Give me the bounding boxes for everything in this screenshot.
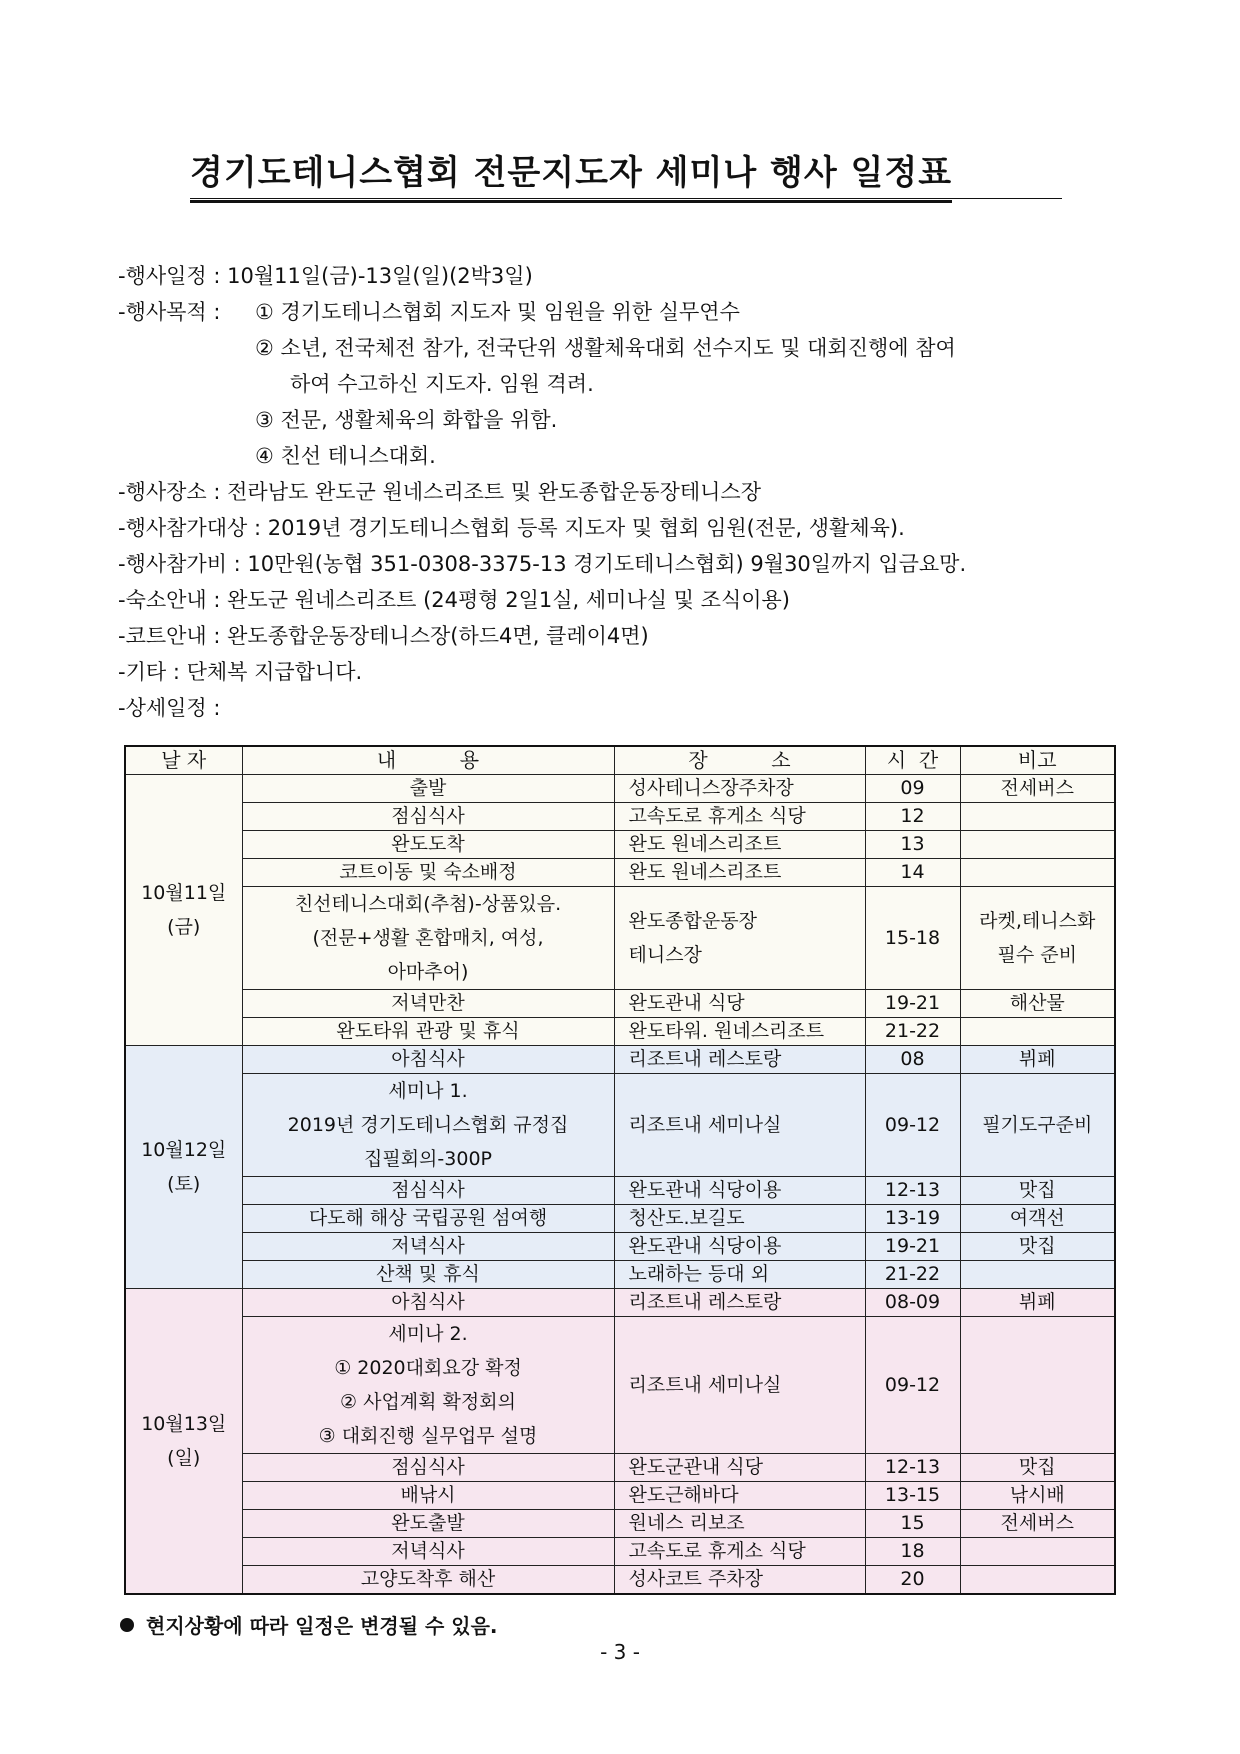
bullet-icon: [120, 1618, 134, 1632]
note-cell: 뷔페: [960, 1046, 1115, 1074]
info-purpose-3: ③ 전문, 생활체육의 화합을 위함.: [255, 408, 558, 432]
place-cell: 노래하는 등대 외: [614, 1261, 865, 1289]
content-cell-line: 친선테니스대회(추첨)-상품있음.: [294, 893, 562, 915]
note-cell: [960, 1018, 1115, 1046]
table-row: [125, 1233, 1115, 1261]
header-time: 시 간: [865, 746, 960, 775]
schedule-table: [124, 745, 1116, 1595]
note-cell: 여객선: [960, 1205, 1115, 1233]
note-cell: [960, 1566, 1115, 1595]
time-cell: 15: [865, 1510, 960, 1538]
content-cell: 아침식사: [242, 1046, 614, 1074]
date-cell: [125, 1046, 242, 1289]
info-purpose-1: ① 경기도테니스협회 지도자 및 임원을 위한 실무연수: [255, 300, 740, 324]
info-detail: -상세일정 :: [118, 696, 221, 720]
info-purpose-2b: 하여 수고하신 지도자. 임원 격려.: [290, 372, 594, 396]
content-cell: 점심식사: [242, 803, 614, 831]
time-cell: 19-21: [865, 1233, 960, 1261]
table-row: [125, 1538, 1115, 1566]
table-row: [125, 1018, 1115, 1046]
table-row: [125, 1566, 1115, 1595]
place-cell: 리조트내 세미나실: [614, 1074, 865, 1177]
content-cell-line: 세미나 1.: [388, 1080, 468, 1102]
header-place: 장 소: [614, 746, 865, 775]
place-cell: 성사코트 주차장: [614, 1566, 865, 1595]
note-cell: [960, 859, 1115, 887]
time-cell: 12-13: [865, 1177, 960, 1205]
place-cell-line: 테니스장: [628, 944, 702, 966]
content-cell: 배낚시: [242, 1482, 614, 1510]
note-cell: 맛집: [960, 1454, 1115, 1482]
page-number: - 3 -: [600, 1640, 640, 1664]
time-cell: 15-18: [865, 887, 960, 990]
content-cell: 완도출발: [242, 1510, 614, 1538]
info-purpose-2a-row: [118, 330, 966, 366]
note-cell-line: 필수 준비: [997, 944, 1077, 966]
place-cell: 완도관내 식당: [614, 990, 865, 1018]
time-cell: 13-15: [865, 1482, 960, 1510]
time-cell: 13-19: [865, 1205, 960, 1233]
content-cell: 코트이동 및 숙소배정: [242, 859, 614, 887]
content-cell: 출발: [242, 775, 614, 803]
place-cell: 완도군관내 식당: [614, 1454, 865, 1482]
content-cell: 산책 및 휴식: [242, 1261, 614, 1289]
place-cell: 성사테니스장주차장: [614, 775, 865, 803]
note-cell-line: 라켓,테니스화: [979, 910, 1096, 932]
table-row: [125, 1454, 1115, 1482]
info-court: -코트안내 : 완도종합운동장테니스장(하드4면, 클레이4면): [118, 624, 649, 648]
title-underline: [190, 198, 1062, 199]
content-cell: [242, 1317, 614, 1454]
content-cell: 고양도착후 해산: [242, 1566, 614, 1595]
content-cell-line: ③ 대회진행 실무업무 설명: [318, 1425, 538, 1447]
table-row: [125, 1205, 1115, 1233]
place-cell: 청산도.보길도: [614, 1205, 865, 1233]
header-note: 비고: [960, 746, 1115, 775]
content-cell-line: 2019년 경기도테니스협회 규정집: [287, 1114, 569, 1136]
place-cell: 완도타워. 원네스리조트: [614, 1018, 865, 1046]
table-row: [125, 859, 1115, 887]
weekday-label: (금): [167, 916, 201, 938]
place-cell: 원네스 리보조: [614, 1510, 865, 1538]
note-cell: 맛집: [960, 1233, 1115, 1261]
place-cell: 고속도로 휴게소 식당: [614, 803, 865, 831]
content-cell: 다도해 해상 국립공원 섬여행: [242, 1205, 614, 1233]
header-content: 내 용: [242, 746, 614, 775]
note-cell: 맛집: [960, 1177, 1115, 1205]
place-cell: 완도관내 식당이용: [614, 1177, 865, 1205]
note-cell: 낚시배: [960, 1482, 1115, 1510]
table-header-row: [125, 746, 1115, 775]
content-cell-line: 집필회의-300P: [364, 1148, 492, 1170]
table-row: [125, 1074, 1115, 1177]
time-cell: 09-12: [865, 1317, 960, 1454]
note-cell: [960, 1538, 1115, 1566]
info-purpose-label: -행사목적 :: [118, 300, 221, 324]
info-schedule: -행사일정 : 10월11일(금)-13일(일)(2박3일): [118, 264, 533, 288]
place-cell: 리조트내 레스토랑: [614, 1289, 865, 1317]
content-cell: 저녁만찬: [242, 990, 614, 1018]
info-purpose-4-row: [118, 438, 966, 474]
content-cell: 완도타워 관광 및 휴식: [242, 1018, 614, 1046]
table-row: [125, 1510, 1115, 1538]
place-cell: 완도근해바다: [614, 1482, 865, 1510]
page-title: 경기도테니스협회 전문지도자 세미나 행사 일정표: [190, 145, 952, 203]
table-row: [125, 1482, 1115, 1510]
table-row: [125, 831, 1115, 859]
info-purpose-2b-row: [118, 366, 966, 402]
date-label: 10월11일: [141, 882, 227, 904]
time-cell: 20: [865, 1566, 960, 1595]
table-row: [125, 887, 1115, 990]
table-row: [125, 775, 1115, 803]
time-cell: 08-09: [865, 1289, 960, 1317]
content-cell-line: 아마추어): [387, 961, 469, 983]
note-cell: [960, 887, 1115, 990]
time-cell: 13: [865, 831, 960, 859]
table-row: [125, 1177, 1115, 1205]
table-row: [125, 803, 1115, 831]
place-cell: 리조트내 세미나실: [614, 1317, 865, 1454]
info-etc: -기타 : 단체복 지급합니다.: [118, 660, 363, 684]
header-date: 날 자: [125, 746, 242, 775]
place-cell: [614, 887, 865, 990]
note-cell: [960, 1317, 1115, 1454]
info-purpose-2a: ② 소년, 전국체전 참가, 전국단위 생활체육대회 선수지도 및 대회진행에 참여: [255, 336, 956, 360]
content-cell-line: 세미나 2.: [388, 1323, 468, 1345]
time-cell: 09-12: [865, 1074, 960, 1177]
place-cell: 완도 원네스리조트: [614, 831, 865, 859]
note-cell: [960, 1261, 1115, 1289]
note-cell: 필기도구준비: [960, 1074, 1115, 1177]
info-purpose: [118, 294, 966, 330]
content-cell: 점심식사: [242, 1177, 614, 1205]
note-cell: 전세버스: [960, 1510, 1115, 1538]
note-cell: [960, 803, 1115, 831]
content-cell: 아침식사: [242, 1289, 614, 1317]
time-cell: 12: [865, 803, 960, 831]
content-cell-line: (전문+생활 혼합매치, 여성,: [312, 927, 544, 949]
note-cell: 뷔페: [960, 1289, 1115, 1317]
time-cell: 12-13: [865, 1454, 960, 1482]
content-cell: [242, 887, 614, 990]
info-venue: -행사장소 : 전라남도 완도군 원네스리조트 및 완도종합운동장테니스장: [118, 480, 761, 504]
content-cell: [242, 1074, 614, 1177]
time-cell: 19-21: [865, 990, 960, 1018]
time-cell: 21-22: [865, 1018, 960, 1046]
content-cell: 저녁식사: [242, 1538, 614, 1566]
time-cell: 09: [865, 775, 960, 803]
place-cell: 완도 원네스리조트: [614, 859, 865, 887]
table-row: [125, 1317, 1115, 1454]
place-cell: 고속도로 휴게소 식당: [614, 1538, 865, 1566]
table-row: [125, 1046, 1115, 1074]
note-cell: 해산물: [960, 990, 1115, 1018]
footnote-text: 현지상황에 따라 일정은 변경될 수 있음.: [146, 1614, 498, 1638]
info-fee: -행사참가비 : 10만원(농협 351-0308-3375-13 경기도테니스협회) 9월30일까지 입금요망.: [118, 552, 967, 576]
event-info: [118, 258, 966, 726]
time-cell: 21-22: [865, 1261, 960, 1289]
note-cell: [960, 831, 1115, 859]
date-label: 10월13일: [141, 1413, 227, 1435]
content-cell: 완도도착: [242, 831, 614, 859]
content-cell: 점심식사: [242, 1454, 614, 1482]
footnote: [120, 1610, 498, 1639]
time-cell: 18: [865, 1538, 960, 1566]
table-row: [125, 990, 1115, 1018]
content-cell-line: ① 2020대회요강 확정: [334, 1357, 522, 1379]
table-row: [125, 1261, 1115, 1289]
date-cell: [125, 1289, 242, 1595]
info-lodging: -숙소안내 : 완도군 원네스리조트 (24평형 2일1실, 세미나실 및 조식이용): [118, 588, 790, 612]
info-purpose-3-row: [118, 402, 966, 438]
time-cell: 14: [865, 859, 960, 887]
note-cell: 전세버스: [960, 775, 1115, 803]
time-cell: 08: [865, 1046, 960, 1074]
place-cell-line: 완도종합운동장: [628, 910, 757, 932]
date-cell: [125, 775, 242, 1046]
place-cell: 리조트내 레스토랑: [614, 1046, 865, 1074]
info-participants: -행사참가대상 : 2019년 경기도테니스협회 등록 지도자 및 협회 임원(전문, 생활체육).: [118, 516, 905, 540]
place-cell: 완도관내 식당이용: [614, 1233, 865, 1261]
content-cell-line: ② 사업계획 확정회의: [340, 1391, 516, 1413]
table-row: [125, 1289, 1115, 1317]
weekday-label: (일): [167, 1447, 201, 1469]
weekday-label: (토): [167, 1173, 201, 1195]
info-purpose-4: ④ 친선 테니스대회.: [255, 444, 436, 468]
content-cell: 저녁식사: [242, 1233, 614, 1261]
date-label: 10월12일: [141, 1139, 227, 1161]
